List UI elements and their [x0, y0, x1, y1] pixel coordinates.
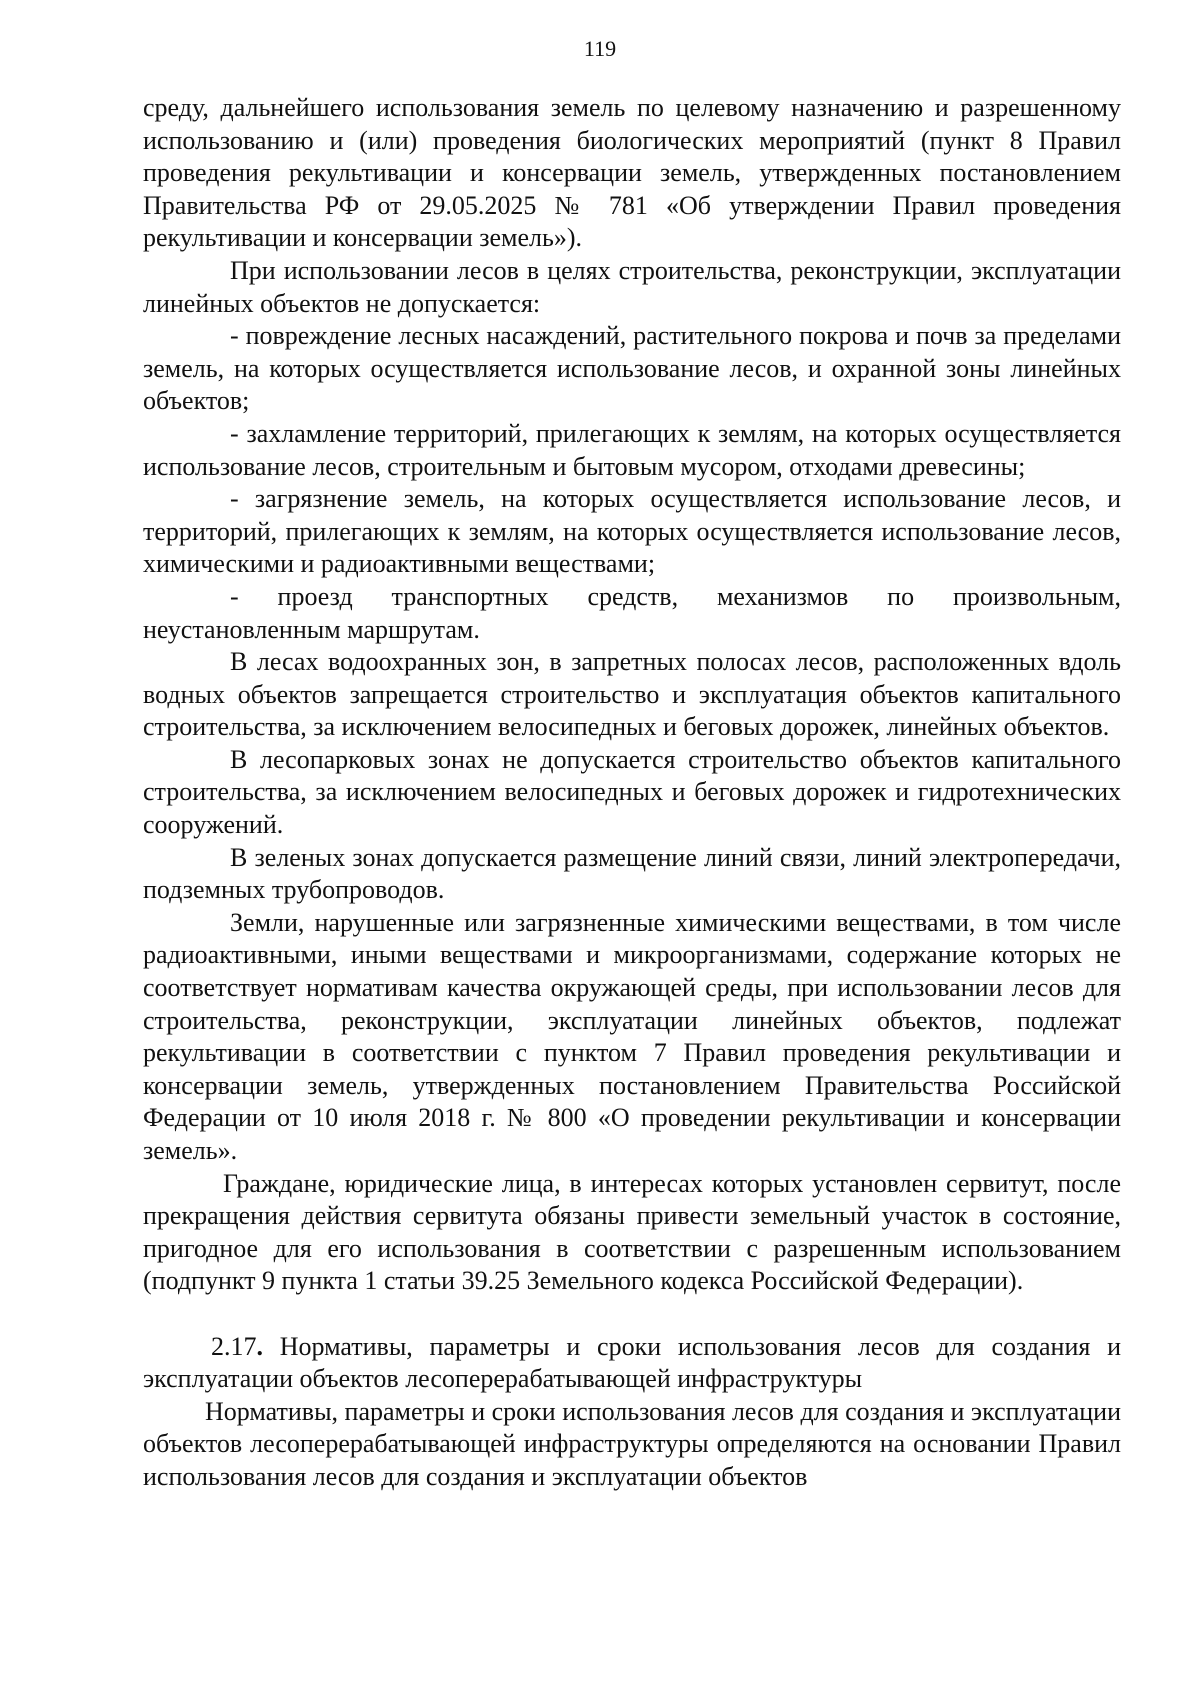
- list-item-damage: - повреждение лесных насаждений, растительного покрова и почв за пределами земель, на которых осуществляется использование лесов, и охранной зоны линейных объектов;: [143, 321, 1121, 416]
- page-number: 119: [583, 36, 617, 61]
- list-item-littering: - захламление территорий, прилегающих к землям, на которых осуществляется использование лесов, строительным и бытовым мусором, отходами древесины;: [143, 418, 1121, 481]
- section-heading: [143, 1331, 1121, 1396]
- section-body: Нормативы, параметры и сроки использования лесов для создания и эксплуатации объектов лесоперерабатывающей инфраструктуры определяются на основании Правил использования лесов для создания и эксплуатации объектов: [143, 1396, 1121, 1491]
- paragraph-polluted-lands: Земли, нарушенные или загрязненные химическими веществами, в том числе радиоактивными, иными веществами и микроорганизмами, содержание которых не соответствует нормативам качества окружающей среды, при использовании лесов для строительства, реконструкции, эксплуатации линейных объектов, подлежат рекультивации в соответствии с пунктом 7 Правил проведения рекультивации и консервации земель, утвержденных постановлением Правительства Российской Федерации от 10 июля 2018 г. № 800 «О проведении рекультивации и консервации земель».: [143, 907, 1121, 1165]
- paragraph-water-protection-zones: В лесах водоохранных зон, в запретных полосах лесов, расположенных вдоль водных объектов запрещается строительство и эксплуатация объектов капитального строительства, за исключением велосипедных и беговых дорожек, линейных объектов.: [143, 647, 1121, 742]
- paragraph-linear-objects-intro: При использовании лесов в целях строительства, реконструкции, эксплуатации линейных объектов не допускается:: [143, 255, 1121, 318]
- list-item-vehicle-passage: - проезд транспортных средств, механизмов по произвольным, неустановленным маршрутам.: [143, 581, 1121, 644]
- section-number: 2.17: [211, 1331, 257, 1361]
- paragraph-servitude: Граждане, юридические лица, в интересах которых установлен сервитут, после прекращения действия сервитута обязаны привести земельный участок в состояние, пригодное для его использования в соответствии с разрешенным использованием (подпункт 9 пункта 1 статьи 39.25 Земельного кодекса Российской Федерации).: [143, 1168, 1121, 1296]
- section-title: Нормативы, параметры и сроки использования лесов для создания и эксплуатации объектов лесоперерабатывающей инфраструктуры: [143, 1331, 1121, 1394]
- section-number-dot: .: [256, 1331, 263, 1361]
- paragraph-forest-park-zones: В лесопарковых зонах не допускается строительство объектов капитального строительства, за исключением велосипедных и беговых дорожек и гидротехнических сооружений.: [143, 744, 1121, 840]
- document-body: [143, 92, 1121, 1494]
- section-gap: [143, 1298, 1121, 1331]
- list-item-pollution: - загрязнение земель, на которых осуществляется использование лесов, и территорий, прилегающих к землям, на которых осуществляется использование лесов, химическими и радиоактивными веществами;: [143, 484, 1121, 579]
- paragraph-reclamation-continued: среду, дальнейшего использования земель по целевому назначению и разрешенному использованию и (или) проведения биологических мероприятий (пункт 8 Правил проведения рекультивации и консервации земель, утвержденных постановлением Правительства РФ от 29.05.2025 № 781 «Об утверждении Правил проведения рекультивации и консервации земель»).: [143, 93, 1121, 253]
- paragraph-green-zones: В зеленых зонах допускается размещение линий связи, линий электропередачи, подземных трубопроводов.: [143, 842, 1121, 905]
